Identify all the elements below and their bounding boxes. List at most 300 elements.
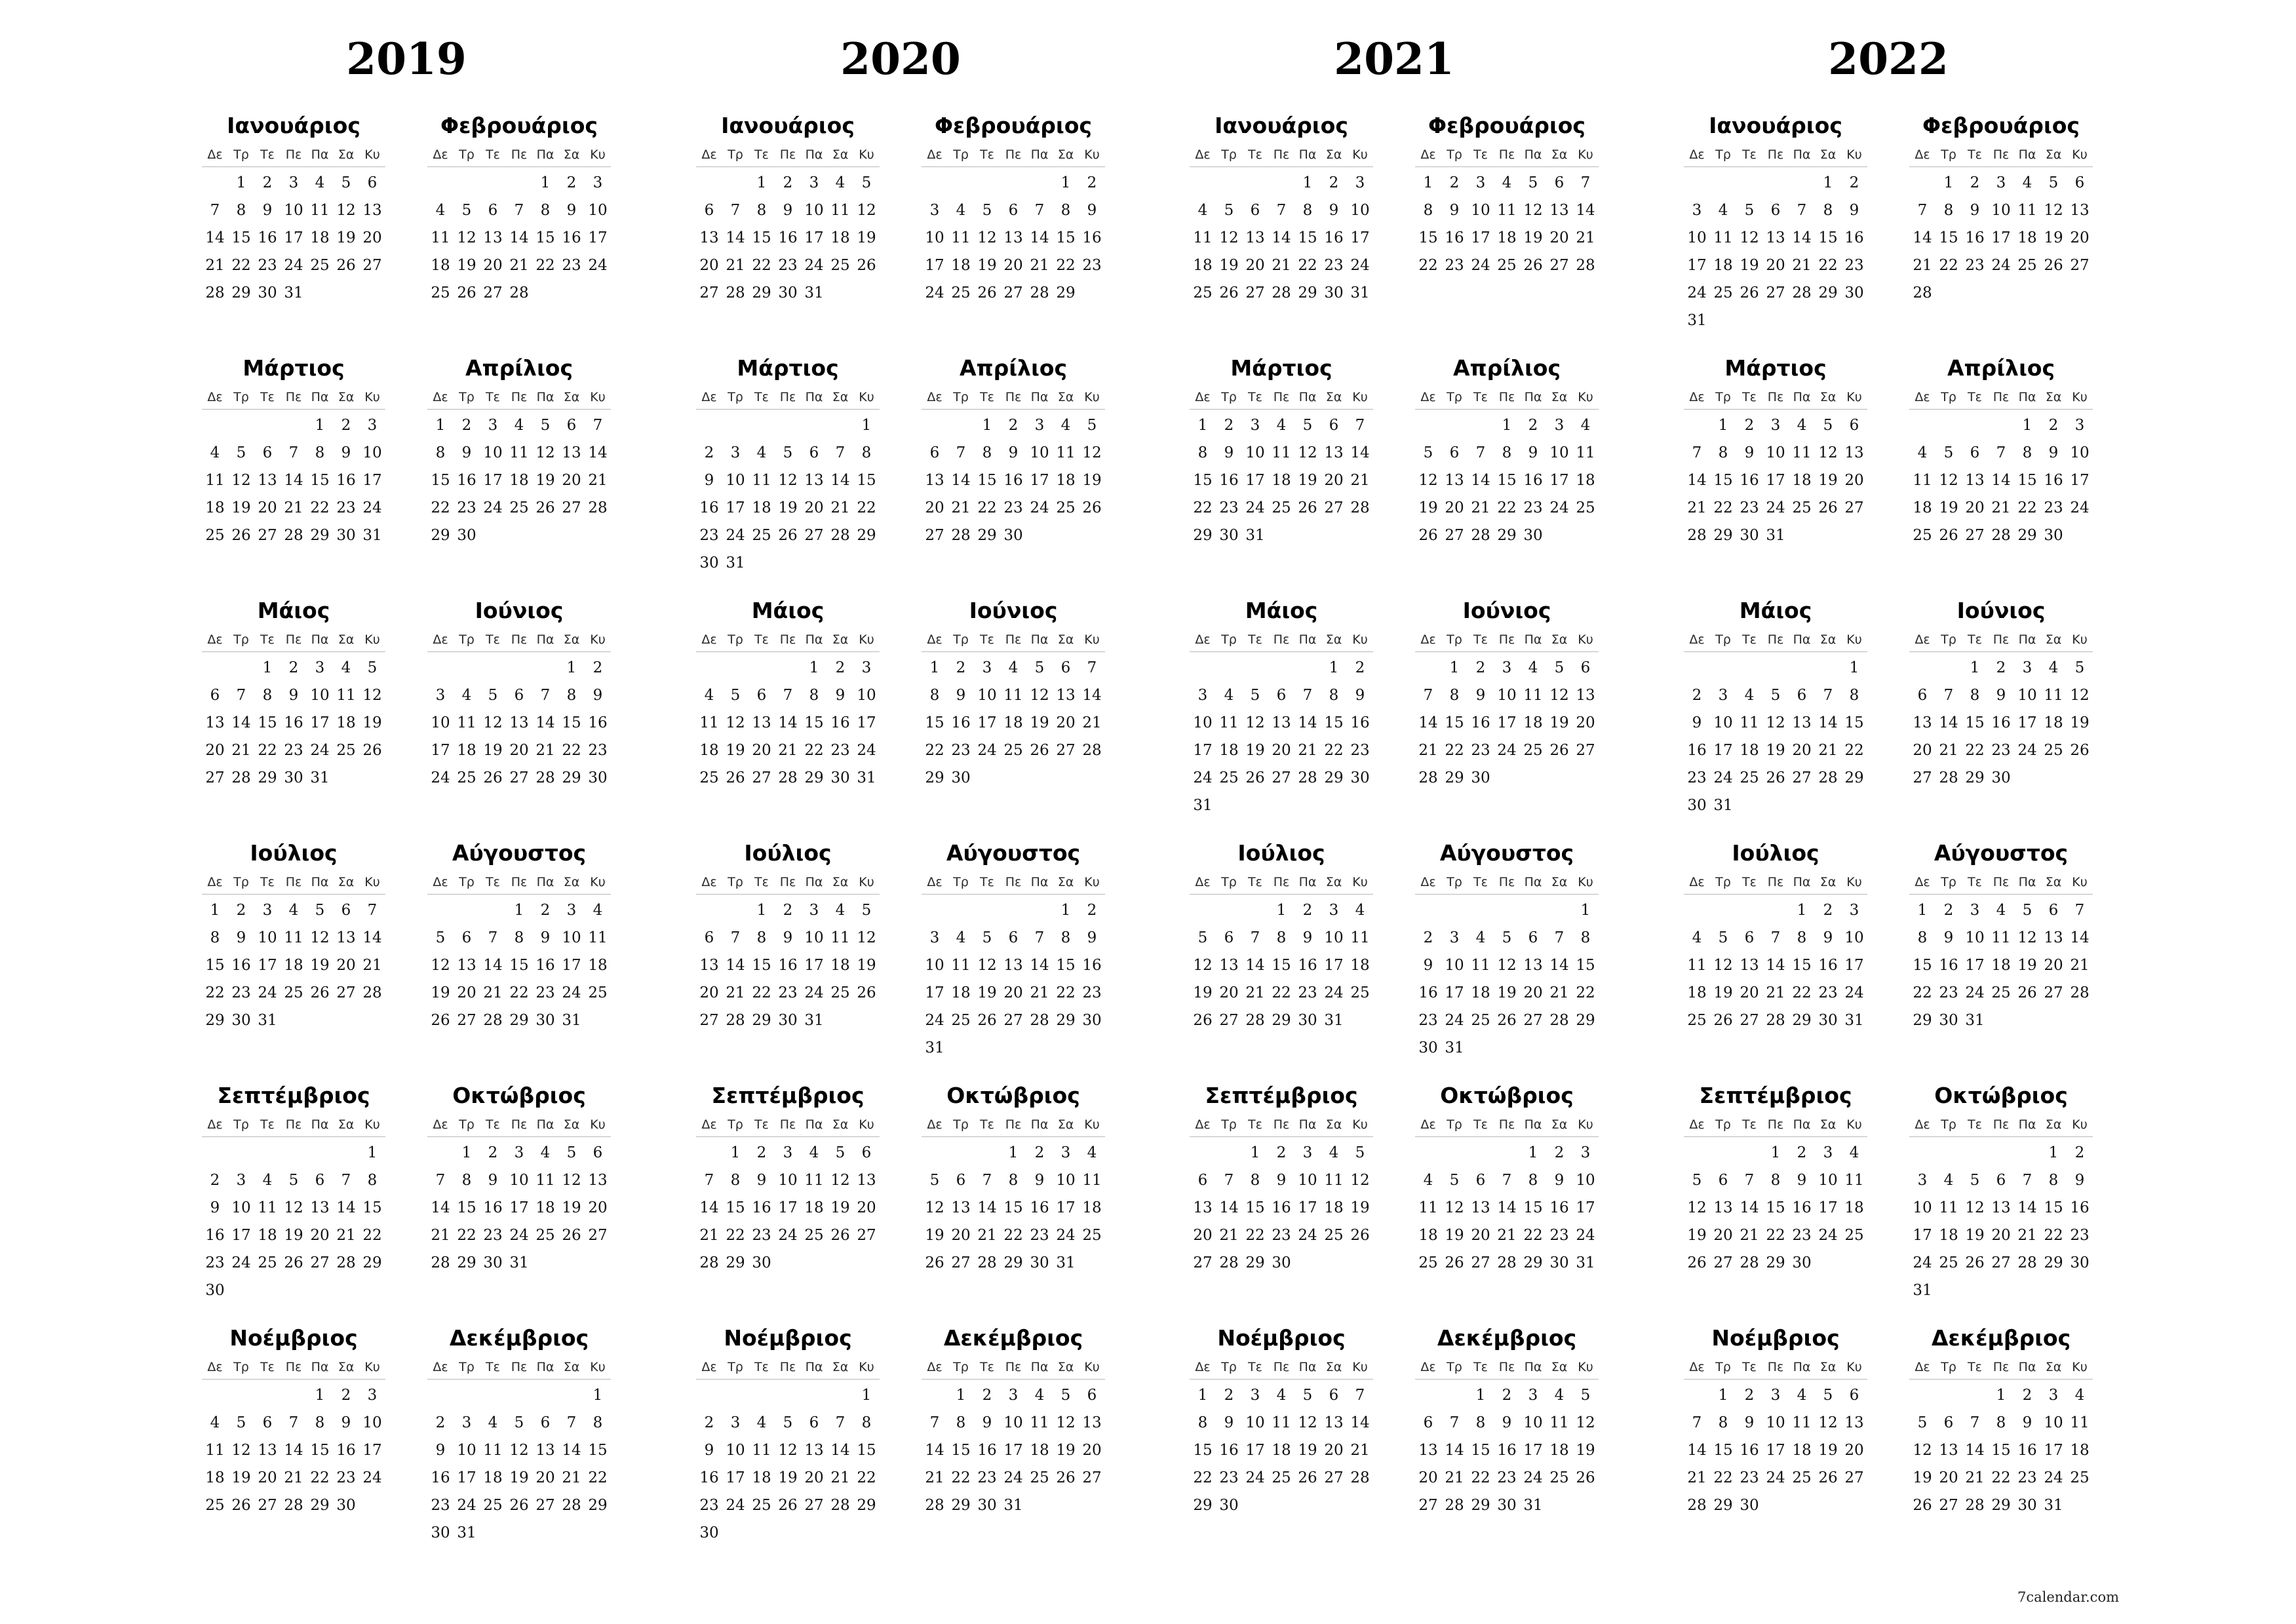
day-cell: 20 <box>509 742 529 759</box>
week-row <box>1415 1464 1599 1492</box>
day-cell: 2 <box>1087 174 1097 191</box>
day-cell: 1 <box>236 174 246 191</box>
day-cell: 25 <box>1418 1254 1438 1271</box>
empty-day-cell <box>974 1139 1000 1167</box>
day-cell: 14 <box>1030 229 1049 246</box>
weekday-label: Σα <box>2045 632 2062 647</box>
week-row <box>922 252 1105 279</box>
day-cell: 25 <box>205 1497 225 1514</box>
week-row <box>696 412 880 439</box>
day-cell: 4 <box>1060 417 1071 434</box>
weekday-label: Τρ <box>459 390 475 404</box>
day-cell: 12 <box>1497 957 1517 974</box>
day-grid <box>1190 654 1373 819</box>
week-row <box>1909 1409 2093 1437</box>
day-cell: 6 <box>341 902 351 919</box>
day-cell: 5 <box>1423 444 1433 461</box>
day-cell: 2 <box>1849 174 1859 191</box>
weekday-label: Σα <box>1057 875 1074 889</box>
weekday-label: Κυ <box>1846 632 1862 647</box>
day-cell: 21 <box>1965 1469 1985 1486</box>
day-cell: 23 <box>1272 1227 1291 1244</box>
week-row <box>1190 1382 1373 1409</box>
day-cell: 14 <box>1576 202 1595 219</box>
day-cell: 26 <box>778 527 798 544</box>
day-cell: 24 <box>2044 1469 2063 1486</box>
week-row <box>1190 169 1373 197</box>
day-cell: 29 <box>752 1012 771 1029</box>
week-row <box>1684 494 1867 522</box>
weekday-label: Τε <box>1742 1117 1757 1132</box>
day-cell: 16 <box>699 1469 719 1486</box>
day-cell: 29 <box>1056 284 1076 301</box>
weekday-header <box>202 628 385 652</box>
day-cell: 19 <box>1418 499 1438 516</box>
day-cell: 7 <box>730 929 741 946</box>
weekday-label: Σα <box>338 1117 355 1132</box>
day-cell: 30 <box>1740 1497 1759 1514</box>
weekday-label: Κυ <box>1352 147 1368 162</box>
day-cell: 29 <box>1523 1254 1543 1271</box>
weekday-label: Σα <box>1819 875 1837 889</box>
day-cell: 22 <box>1193 499 1213 516</box>
day-cell: 16 <box>1082 957 1102 974</box>
day-cell: 1 <box>435 417 446 434</box>
day-cell: 7 <box>1823 687 1833 704</box>
week-row <box>922 1492 1105 1519</box>
week-row <box>202 1222 385 1249</box>
day-cell: 28 <box>284 527 303 544</box>
day-cell: 25 <box>1792 1469 1812 1486</box>
day-cell: 11 <box>284 929 303 946</box>
week-row <box>922 764 1105 792</box>
day-cell: 7 <box>1502 1172 1512 1189</box>
day-cell: 12 <box>1298 1414 1317 1431</box>
week-row <box>427 439 611 467</box>
weekday-header <box>696 870 880 895</box>
week-row <box>202 979 385 1007</box>
day-cell: 31 <box>509 1254 529 1271</box>
weekday-label: Πε <box>779 390 796 404</box>
day-cell: 20 <box>336 957 356 974</box>
day-cell: 30 <box>457 527 477 544</box>
day-cell: 17 <box>1003 1442 1023 1459</box>
weekday-label: Κυ <box>1578 390 1593 404</box>
day-cell: 28 <box>1497 1254 1517 1271</box>
day-cell: 28 <box>336 1254 356 1271</box>
weekday-header <box>696 1113 880 1137</box>
week-row <box>202 439 385 467</box>
day-cell: 26 <box>1245 769 1265 786</box>
day-cell: 28 <box>1219 1254 1239 1271</box>
weekday-label: Πα <box>1030 1360 1049 1374</box>
weekday-label: Τε <box>1968 147 1982 162</box>
day-cell: 3 <box>2048 1387 2059 1404</box>
week-row <box>427 1492 611 1519</box>
day-cell: 11 <box>1713 229 1733 246</box>
day-cell: 12 <box>1713 957 1733 974</box>
day-cell: 8 <box>1008 1172 1019 1189</box>
day-cell: 14 <box>1298 714 1317 731</box>
day-cell: 28 <box>1818 769 1838 786</box>
empty-day-cell <box>722 897 749 924</box>
week-row <box>427 924 611 952</box>
day-cell: 28 <box>535 769 555 786</box>
month-card <box>1415 111 1599 334</box>
day-cell: 22 <box>205 984 225 1001</box>
day-cell: 30 <box>1939 1012 1958 1029</box>
day-cell: 11 <box>699 714 719 731</box>
day-cell: 3 <box>730 444 741 461</box>
weekday-label: Τε <box>1968 1360 1982 1374</box>
day-cell: 2 <box>2048 417 2059 434</box>
day-cell: 24 <box>778 1227 798 1244</box>
day-cell: 23 <box>588 742 608 759</box>
weekday-label: Τρ <box>1715 1117 1731 1132</box>
day-cell: 2 <box>1744 417 1755 434</box>
day-cell: 14 <box>1913 229 1932 246</box>
day-cell: 30 <box>1272 1254 1291 1271</box>
day-cell: 26 <box>2070 742 2090 759</box>
weekday-label: Κυ <box>364 147 380 162</box>
day-cell: 25 <box>1272 1469 1291 1486</box>
day-cell: 14 <box>1245 957 1265 974</box>
day-cell: 13 <box>1792 714 1812 731</box>
weekday-label: Δε <box>1689 875 1705 889</box>
day-cell: 28 <box>1350 499 1370 516</box>
weekday-label: Πε <box>1498 632 1515 647</box>
week-row <box>1684 792 1867 819</box>
weekday-label: Σα <box>1551 390 1568 404</box>
day-cell: 1 <box>809 659 819 676</box>
week-row <box>202 1464 385 1492</box>
empty-day-cell <box>1415 1382 1441 1409</box>
week-row <box>1190 439 1373 467</box>
weekday-label: Τε <box>980 1117 994 1132</box>
weekday-label: Πε <box>1005 147 1022 162</box>
day-cell: 3 <box>809 902 819 919</box>
empty-day-cell <box>307 1139 333 1167</box>
day-cell: 2 <box>236 902 246 919</box>
day-cell: 8 <box>461 1172 472 1189</box>
day-cell: 11 <box>205 472 225 489</box>
day-cell: 1 <box>1797 902 1807 919</box>
week-row <box>696 654 880 682</box>
empty-day-cell <box>801 1382 827 1409</box>
weekday-label: Κυ <box>1352 1360 1368 1374</box>
month-card <box>1684 839 1867 1062</box>
weekday-label: Σα <box>1325 1360 1342 1374</box>
day-cell: 19 <box>1497 984 1517 1001</box>
weekday-label: Πα <box>1298 147 1317 162</box>
day-cell: 22 <box>752 984 771 1001</box>
day-cell: 24 <box>1713 769 1733 786</box>
day-cell: 10 <box>925 957 944 974</box>
empty-day-cell <box>775 654 801 682</box>
month-title: Δεκέμβριος <box>1931 1325 2071 1351</box>
day-cell: 15 <box>1965 714 1985 731</box>
day-cell: 17 <box>284 229 303 246</box>
weekday-label: Τε <box>1742 390 1757 404</box>
day-cell: 21 <box>1939 742 1958 759</box>
empty-day-cell <box>922 169 948 197</box>
day-cell: 3 <box>1250 1387 1260 1404</box>
day-cell: 7 <box>435 1172 446 1189</box>
day-cell: 16 <box>2017 1442 2037 1459</box>
day-grid <box>1909 654 2093 792</box>
day-cell: 7 <box>566 1414 577 1431</box>
day-cell: 29 <box>1913 1012 1932 1029</box>
day-cell: 30 <box>1549 1254 1569 1271</box>
weekday-label: Τρ <box>459 1117 475 1132</box>
day-cell: 4 <box>593 902 603 919</box>
day-cell: 13 <box>588 1172 608 1189</box>
day-cell: 10 <box>1965 929 1985 946</box>
day-cell: 2 <box>566 174 577 191</box>
day-cell: 5 <box>1197 929 1208 946</box>
empty-day-cell <box>480 1382 506 1409</box>
month-title: Ιούνιος <box>969 598 1058 623</box>
day-cell: 7 <box>730 202 741 219</box>
day-cell: 16 <box>205 1227 225 1244</box>
weekday-label: Πα <box>536 1117 555 1132</box>
week-row <box>922 1409 1105 1437</box>
week-row <box>1415 1249 1599 1277</box>
day-cell: 20 <box>1193 1227 1213 1244</box>
day-cell: 28 <box>231 769 251 786</box>
day-cell: 6 <box>704 202 714 219</box>
week-row <box>1684 439 1867 467</box>
day-cell: 28 <box>2017 1254 2037 1271</box>
month-card <box>1909 1081 2093 1304</box>
day-cell: 26 <box>310 984 330 1001</box>
day-cell: 3 <box>1528 1387 1538 1404</box>
day-cell: 18 <box>1272 472 1291 489</box>
week-row <box>1190 979 1373 1007</box>
day-cell: 3 <box>488 417 498 434</box>
day-cell: 18 <box>1030 1442 1049 1459</box>
day-grid <box>922 412 1105 549</box>
weekday-label: Δε <box>1420 875 1436 889</box>
day-cell: 9 <box>566 202 577 219</box>
day-cell: 16 <box>1792 1199 1812 1216</box>
day-cell: 2 <box>288 659 299 676</box>
day-cell: 2 <box>1744 1387 1755 1404</box>
day-cell: 22 <box>535 257 555 274</box>
month-card <box>922 1081 1105 1304</box>
day-cell: 23 <box>1350 742 1370 759</box>
day-cell: 14 <box>830 472 850 489</box>
week-row <box>1190 1437 1373 1464</box>
day-cell: 19 <box>1445 1227 1464 1244</box>
day-cell: 5 <box>1250 687 1260 704</box>
day-cell: 11 <box>588 929 608 946</box>
day-cell: 21 <box>1792 257 1812 274</box>
day-cell: 13 <box>1324 444 1344 461</box>
empty-day-cell <box>1026 897 1053 924</box>
day-cell: 30 <box>431 1524 450 1541</box>
day-cell: 19 <box>1549 714 1569 731</box>
weekday-header <box>1415 143 1599 167</box>
day-cell: 30 <box>1497 1497 1517 1514</box>
day-cell: 22 <box>1445 742 1464 759</box>
day-cell: 12 <box>483 714 503 731</box>
weekday-label: Δε <box>701 1360 717 1374</box>
day-cell: 29 <box>1298 284 1317 301</box>
weekday-label: Πε <box>1993 1117 2010 1132</box>
day-cell: 18 <box>205 1469 225 1486</box>
day-cell: 3 <box>288 174 299 191</box>
day-cell: 29 <box>977 527 997 544</box>
day-cell: 13 <box>1844 444 1864 461</box>
day-cell: 21 <box>588 472 608 489</box>
day-grid <box>1909 169 2093 307</box>
weekday-header <box>1190 143 1373 167</box>
empty-day-cell <box>749 1382 775 1409</box>
weekday-label: Τρ <box>728 1117 743 1132</box>
day-cell: 29 <box>562 769 581 786</box>
day-cell: 18 <box>1740 742 1759 759</box>
day-cell: 13 <box>483 229 503 246</box>
week-row <box>1684 1007 1867 1034</box>
day-cell: 8 <box>1060 202 1071 219</box>
day-cell: 10 <box>1991 202 2011 219</box>
weekday-label: Κυ <box>2072 1360 2088 1374</box>
weekday-label: Δε <box>1420 1360 1436 1374</box>
day-cell: 20 <box>1324 472 1344 489</box>
day-cell: 27 <box>1324 1469 1344 1486</box>
day-cell: 13 <box>457 957 477 974</box>
day-cell: 19 <box>857 957 876 974</box>
week-row <box>427 709 611 737</box>
day-cell: 27 <box>1245 284 1265 301</box>
week-row <box>1415 737 1599 764</box>
day-cell: 9 <box>2022 1414 2033 1431</box>
day-cell: 12 <box>1965 1199 1985 1216</box>
day-cell: 6 <box>861 1144 872 1161</box>
weekday-label: Κυ <box>1846 875 1862 889</box>
day-cell: 6 <box>1970 444 1980 461</box>
day-cell: 1 <box>861 417 872 434</box>
day-cell: 23 <box>2044 499 2063 516</box>
month-card <box>427 1324 611 1547</box>
month-title: Ιούνιος <box>1462 598 1551 623</box>
day-cell: 11 <box>483 1442 503 1459</box>
day-cell: 3 <box>929 202 940 219</box>
day-cell: 29 <box>1193 527 1213 544</box>
day-cell: 27 <box>1792 769 1812 786</box>
weekday-label: Δε <box>701 147 717 162</box>
empty-day-cell <box>1242 654 1268 682</box>
day-cell: 26 <box>457 284 477 301</box>
day-cell: 17 <box>1818 1199 1838 1216</box>
day-cell: 6 <box>1943 1414 1954 1431</box>
day-cell: 24 <box>258 984 277 1001</box>
day-cell: 17 <box>1523 1442 1543 1459</box>
empty-day-cell <box>202 1382 228 1409</box>
day-cell: 6 <box>2048 902 2059 919</box>
day-cell: 14 <box>509 229 529 246</box>
weekday-header <box>1909 628 2093 652</box>
day-cell: 25 <box>1991 984 2011 1001</box>
empty-day-cell <box>696 169 722 197</box>
day-cell: 27 <box>258 1497 277 1514</box>
day-cell: 27 <box>951 1254 971 1271</box>
day-cell: 8 <box>982 444 992 461</box>
day-cell: 17 <box>1324 957 1344 974</box>
day-cell: 12 <box>2044 202 2063 219</box>
empty-day-cell <box>1000 169 1026 197</box>
day-cell: 3 <box>236 1172 246 1189</box>
day-cell: 17 <box>1766 1442 1785 1459</box>
day-cell: 2 <box>341 1387 351 1404</box>
day-cell: 17 <box>1549 472 1569 489</box>
day-cell: 29 <box>310 1497 330 1514</box>
day-cell: 12 <box>231 1442 251 1459</box>
weekday-label: Τε <box>1248 1117 1262 1132</box>
day-cell: 19 <box>778 1469 798 1486</box>
day-cell: 11 <box>205 1442 225 1459</box>
weekday-label: Τε <box>1473 1117 1488 1132</box>
day-cell: 28 <box>1030 1012 1049 1029</box>
week-row <box>427 1382 611 1409</box>
day-cell: 29 <box>1445 769 1464 786</box>
day-cell: 23 <box>258 257 277 274</box>
week-row <box>1190 1139 1373 1167</box>
day-cell: 8 <box>929 687 940 704</box>
day-cell: 12 <box>1418 472 1438 489</box>
weekday-label: Κυ <box>859 875 874 889</box>
empty-day-cell <box>558 1382 585 1409</box>
day-cell: 22 <box>1713 499 1733 516</box>
weekday-label: Δε <box>1689 147 1705 162</box>
day-cell: 1 <box>1996 1387 2006 1404</box>
day-cell: 13 <box>562 444 581 461</box>
month-card <box>922 596 1105 819</box>
day-cell: 4 <box>341 659 351 676</box>
day-cell: 4 <box>1034 1387 1045 1404</box>
day-cell: 7 <box>1302 687 1313 704</box>
week-row <box>202 169 385 197</box>
day-cell: 10 <box>1003 1414 1023 1431</box>
weekday-label: Τε <box>486 1360 500 1374</box>
day-cell: 13 <box>1003 229 1023 246</box>
month-card <box>922 354 1105 577</box>
day-cell: 5 <box>929 1172 940 1189</box>
week-row <box>1684 764 1867 792</box>
day-cell: 11 <box>1193 229 1213 246</box>
day-cell: 14 <box>1939 714 1958 731</box>
day-cell: 7 <box>540 687 551 704</box>
weekday-header <box>202 1113 385 1137</box>
day-cell: 15 <box>535 229 555 246</box>
day-cell: 10 <box>562 929 581 946</box>
day-cell: 17 <box>1844 957 1864 974</box>
weekday-label: Τε <box>1968 632 1982 647</box>
week-row <box>1415 169 1599 197</box>
day-cell: 1 <box>1250 1144 1260 1161</box>
day-cell: 24 <box>562 984 581 1001</box>
day-cell: 9 <box>341 1414 351 1431</box>
week-row <box>427 737 611 764</box>
day-cell: 2 <box>1528 417 1538 434</box>
day-cell: 24 <box>231 1254 251 1271</box>
day-cell: 4 <box>435 202 446 219</box>
day-cell: 12 <box>977 229 997 246</box>
day-cell: 27 <box>1219 1012 1239 1029</box>
day-cell: 14 <box>362 929 382 946</box>
day-cell: 8 <box>1996 1414 2006 1431</box>
